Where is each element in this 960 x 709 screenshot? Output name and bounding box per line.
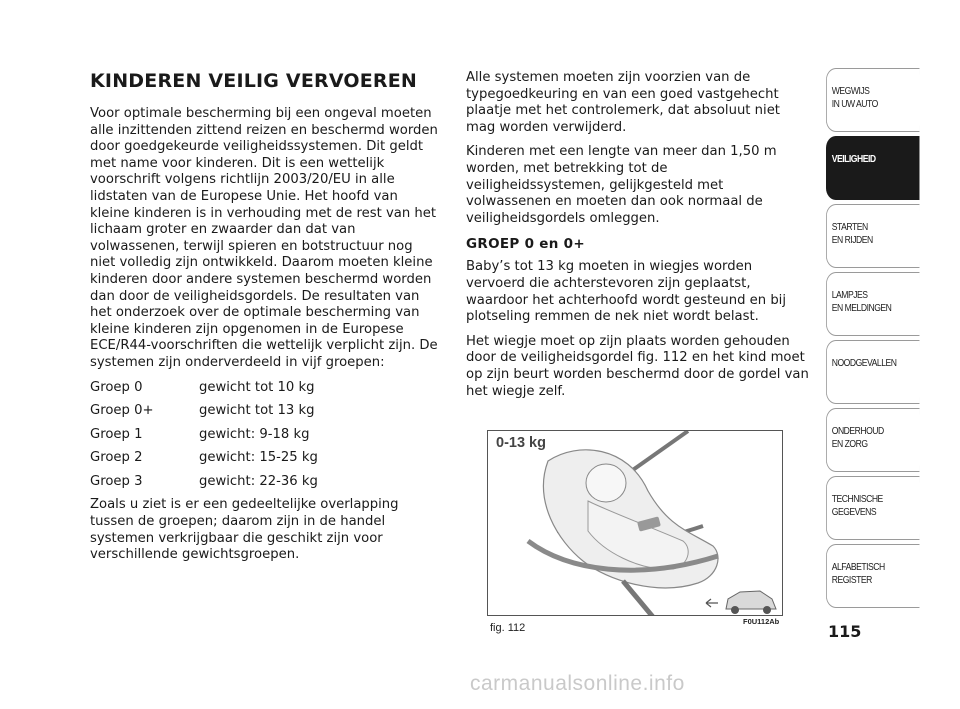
tab-alfabetisch[interactable] — [826, 544, 919, 608]
left-column — [90, 70, 440, 572]
group-weight: gewicht tot 10 kg — [199, 379, 315, 395]
chapter-tabs — [826, 68, 920, 612]
group-row — [90, 450, 440, 467]
baby-seat-drawing — [488, 431, 783, 616]
tab-starten[interactable] — [826, 204, 919, 268]
figure-illustration — [487, 430, 783, 616]
approval-paragraph: Alle systemen moeten zijn voorzien van de typegoedkeuring en van een goed vastgehecht plaatje met het controlemerk, dat absoluut niet mag worden verwijderd. — [466, 70, 780, 135]
group-weight: gewicht tot 13 kg — [199, 403, 315, 419]
closing-paragraph: Zoals u ziet is er een gedeeltelijke overlapping tussen de groepen; daarom zijn in de handel systemen verkrijgbaar die geschikt zijn voor verschillende gewichtsgroepen. — [90, 497, 399, 563]
page-number: 115 — [828, 622, 862, 641]
group-name: Groep 2 — [90, 450, 143, 466]
group-row — [90, 427, 440, 444]
group-weight: gewicht: 9-18 kg — [199, 426, 310, 442]
watermark: carmanualsonline.info — [470, 672, 685, 695]
cradle-paragraph: Het wiegje moet op zijn plaats worden gehouden door de veiligheidsgordel fig. 112 en het kind moet op zijn beurt worden beschermd door de gordel van het wiegje zelf. — [466, 333, 809, 399]
group-weight: gewicht: 15-25 kg — [199, 450, 318, 466]
height-paragraph: Kinderen met een lengte van meer dan 1,50 m worden, met betrekking tot de veiligheidssystemen, gelijkgesteld met volwassenen en moeten dan ook normaal de veiligheidsgordels omleggen. — [466, 144, 777, 226]
tab-lampjes[interactable] — [826, 272, 919, 336]
group-row — [90, 403, 440, 420]
group-name: Groep 3 — [90, 473, 143, 489]
tab-label: VEILIGHEID — [831, 153, 876, 165]
tab-label: TECHNISCHE GEGEVENS — [831, 493, 883, 518]
tab-label: ALFABETISCH REGISTER — [831, 561, 885, 586]
figure-label: 0-13 kg — [496, 435, 546, 451]
figure-caption: fig. 112 — [490, 622, 526, 634]
group-name: Groep 0 — [90, 379, 143, 395]
group-name: Groep 0+ — [90, 403, 154, 419]
tab-label: STARTEN EN RIJDEN — [831, 221, 873, 246]
group-weight: gewicht: 22-36 kg — [199, 473, 318, 489]
intro-paragraph: Voor optimale bescherming bij een ongeval moeten alle inzittenden zittend reizen en beschermd worden door goedgekeurde veiligheidssystemen. Dit geldt met name voor kinderen. Dit is een wettelijk voorschrift volgens richtlijn 2003/20/EU in alle lidstaten van de Europese Unie. Het hoofd van kleine kinderen is in verhouding met de rest van het lichaam groter en zwaarder dan dat van volwassenen, terwijl spieren en botstructuur nog niet volledig zijn ontwikkeld. Daarom moeten kleine kinderen door andere systemen beschermd worden dan door de veiligheidsgordels. De resultaten van het onderzoek over de optimale bescherming van kleine kinderen zijn opgenomen in de Europese ECE/R44-voorschriften die wettelijk verplicht zijn. De systemen zijn onderverdeeld in vijf groepen: — [90, 106, 438, 370]
tab-onderhoud[interactable] — [826, 408, 919, 472]
figure-code: F0U112Ab — [743, 617, 780, 626]
tab-label: NOODGEVALLEN — [831, 357, 897, 369]
tab-label: WEGWIJS IN UW AUTO — [831, 85, 878, 110]
tab-label: ONDERHOUD EN ZORG — [831, 425, 884, 450]
tab-technische[interactable] — [826, 476, 919, 540]
group-row — [90, 380, 440, 397]
group-row — [90, 474, 440, 491]
group-name: Groep 1 — [90, 426, 143, 442]
tab-veiligheid[interactable] — [826, 136, 919, 200]
tab-label: LAMPJES EN MELDINGEN — [831, 289, 892, 314]
group-heading: GROEP 0 en 0+ — [466, 236, 585, 253]
right-column — [466, 70, 810, 408]
baby-paragraph: Baby’s tot 13 kg moeten in wiegjes worden vervoerd die achterstevoren zijn geplaatst, waardoor het achterhoofd wordt gesteund en bij plotseling remmen de nek niet wordt belast. — [466, 259, 787, 325]
tab-noodgevallen[interactable] — [826, 340, 919, 404]
section-title: KINDEREN VEILIG VERVOEREN — [90, 70, 418, 92]
tab-wegwijs[interactable] — [826, 68, 919, 132]
